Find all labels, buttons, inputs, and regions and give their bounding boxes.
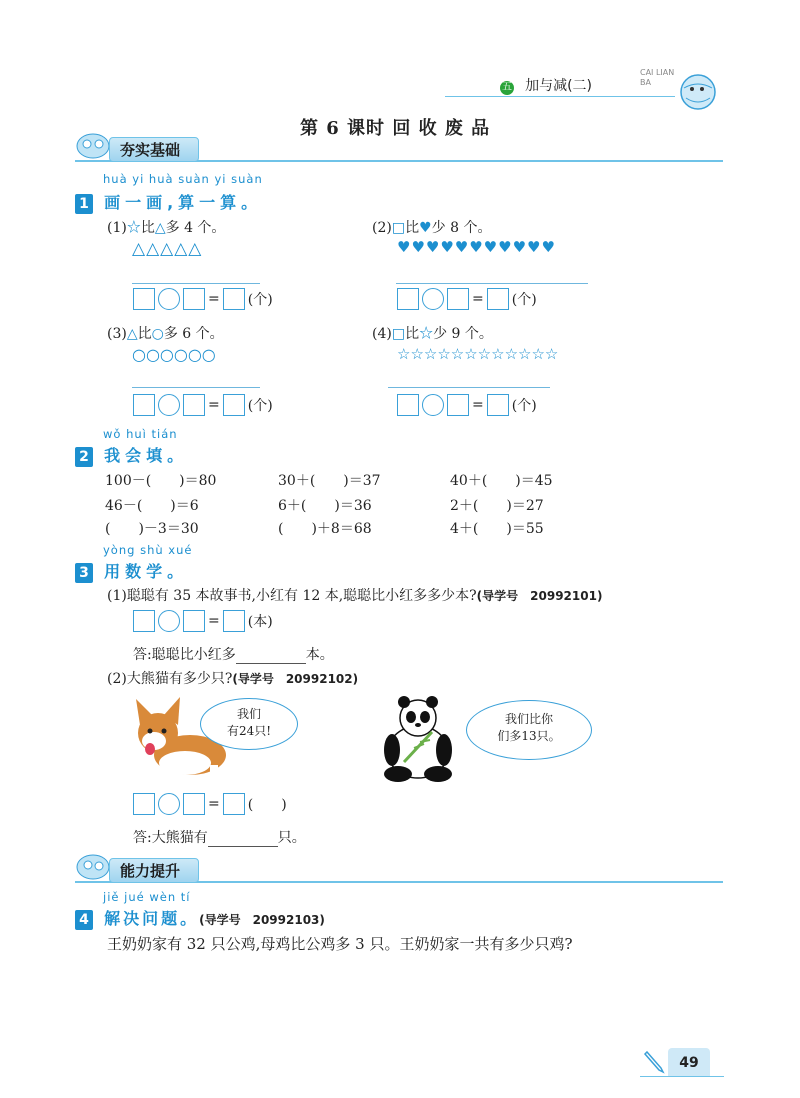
answer-box[interactable] — [183, 610, 205, 632]
q3-title: 用数学。 — [104, 562, 189, 581]
answer-box[interactable] — [223, 793, 245, 815]
q4-title: 解决问题。 — [104, 909, 200, 928]
q1-part2-shapes: ♥♥♥♥♥♥♥♥♥♥♥ — [397, 238, 556, 256]
answer-blank[interactable] — [208, 832, 278, 847]
q1-part4-equation: = (个) — [397, 394, 540, 416]
q3-part1-answer: 答:聪聪比小红多 本。 — [133, 647, 334, 663]
section-label-basic: 夯实基础 — [109, 137, 199, 162]
star-icon: ☆ — [419, 326, 434, 342]
q1-heading — [75, 190, 262, 214]
q1-part4-shapes: ☆☆☆☆☆☆☆☆☆☆☆☆ — [397, 345, 559, 363]
triangle-icon: △ — [126, 326, 138, 342]
square-icon: □ — [391, 326, 406, 342]
triangle-icon: △ — [154, 220, 166, 236]
q1-part1-text: (1)☆比△多 4 个。 — [107, 220, 226, 236]
square-icon: □ — [391, 220, 406, 236]
operator-circle[interactable] — [158, 793, 180, 815]
q1-part3-equation: = (个) — [133, 394, 276, 416]
q1-part1-equation: = (个) — [133, 288, 276, 310]
q1-part1-shapes: △△△△△ — [132, 239, 203, 259]
section-bar-basic — [75, 136, 723, 162]
q2-title: 我会填。 — [104, 446, 189, 465]
panda-speech-bubble: 我们比你 们多13只。 — [466, 700, 592, 760]
brand-text: CAI LIAN BA — [640, 68, 675, 87]
answer-blank[interactable] — [236, 649, 306, 664]
page-number-tab — [668, 1048, 710, 1076]
q2-heading — [75, 443, 188, 467]
answer-box[interactable] — [133, 288, 155, 310]
answer-box[interactable] — [223, 394, 245, 416]
answer-box[interactable] — [183, 288, 205, 310]
page-number: 49 — [679, 1055, 699, 1071]
operator-circle[interactable] — [158, 394, 180, 416]
pencil-icon — [643, 1048, 665, 1074]
q2-item[interactable]: 40＋( )＝45 — [450, 473, 553, 489]
answer-box[interactable] — [133, 610, 155, 632]
q4-pinyin: jiě jué wèn tí — [103, 890, 191, 904]
q1-part2-equation: = (个) — [397, 288, 540, 310]
q2-item[interactable]: 6＋( )＝36 — [278, 498, 372, 514]
q2-item[interactable]: 46－( )＝6 — [105, 498, 199, 514]
q2-pinyin: wǒ huì tián — [103, 427, 178, 441]
q4-number: 4 — [75, 910, 93, 930]
q3-number: 3 — [75, 563, 93, 583]
q1-part1-drawing-line — [132, 283, 260, 284]
operator-circle[interactable] — [158, 610, 180, 632]
chapter-header — [500, 75, 592, 95]
q2-item[interactable]: 30＋( )＝37 — [278, 473, 381, 489]
answer-box[interactable] — [183, 793, 205, 815]
q1-part3-text: (3)△比○多 6 个。 — [107, 326, 224, 342]
q3-part2-equation: = ( ) — [133, 793, 290, 815]
q1-number: 1 — [75, 194, 93, 214]
q2-item[interactable]: ( )＋8＝68 — [278, 521, 372, 537]
q4-text: 王奶奶家有 32 只公鸡,母鸡比公鸡多 3 只。王奶奶家一共有多少只鸡? — [107, 935, 573, 953]
section-label-advanced: 能力提升 — [109, 858, 199, 883]
q3-part1-text: (1)聪聪有 35 本故事书,小红有 12 本,聪聪比小红多多少本?(导学号 20992101) — [107, 588, 603, 604]
globe-mascot-icon — [640, 58, 720, 118]
answer-box[interactable] — [447, 288, 469, 310]
q2-item[interactable]: 2＋( )＝27 — [450, 498, 544, 514]
guide-number: (导学号 20992103) — [199, 913, 325, 927]
q1-title: 画一画,算一算。 — [104, 193, 263, 212]
answer-box[interactable] — [223, 610, 245, 632]
answer-box[interactable] — [447, 394, 469, 416]
kids-thinking-icon — [75, 851, 111, 881]
q2-item[interactable]: 4＋( )＝55 — [450, 521, 544, 537]
chapter-title: 加与减(二) — [525, 78, 593, 94]
kids-reading-icon — [75, 130, 111, 160]
circle-icon: ○ — [151, 326, 164, 342]
answer-box[interactable] — [397, 394, 419, 416]
guide-number: (导学号 20992101) — [476, 589, 603, 603]
brand-logo — [640, 58, 720, 118]
star-icon: ☆ — [126, 220, 141, 236]
q2-item[interactable]: ( )－3＝30 — [105, 521, 199, 537]
q3-part1-equation: = (本) — [133, 610, 276, 632]
answer-box[interactable] — [487, 394, 509, 416]
q3-heading — [75, 559, 188, 583]
panda-illustration — [374, 692, 459, 784]
q1-part2-drawing-line — [396, 283, 588, 284]
section-bar-advanced — [75, 857, 723, 883]
answer-box[interactable] — [487, 288, 509, 310]
q1-pinyin: huà yi huà suàn yi suàn — [103, 172, 263, 186]
q1-part4-drawing-line — [388, 387, 550, 388]
dog-speech-bubble: 我们 有24只! — [200, 698, 298, 750]
q3-pinyin: yòng shù xué — [103, 543, 193, 557]
q1-part2-text: (2)□比♥少 8 个。 — [372, 220, 492, 236]
operator-circle[interactable] — [422, 288, 444, 310]
q1-part4-text: (4)□比☆少 9 个。 — [372, 326, 493, 342]
answer-box[interactable] — [397, 288, 419, 310]
operator-circle[interactable] — [158, 288, 180, 310]
q1-part3-drawing-line — [132, 387, 260, 388]
footer-line — [640, 1076, 724, 1077]
heart-icon: ♥ — [419, 220, 432, 236]
answer-box[interactable] — [183, 394, 205, 416]
lesson-title: 第 6 课时 回 收 废 品 — [300, 118, 491, 139]
guide-number: (导学号 20992102) — [232, 672, 359, 686]
q4-heading — [75, 906, 325, 930]
q2-number: 2 — [75, 447, 93, 467]
q2-item[interactable]: 100－( )＝80 — [105, 473, 217, 489]
q3-part2-text: (2)大熊猫有多少只?(导学号 20992102) — [107, 671, 359, 687]
chapter-badge: 五 — [502, 82, 512, 93]
answer-box[interactable] — [133, 394, 155, 416]
answer-box[interactable] — [133, 793, 155, 815]
q3-part2-answer: 答:大熊猫有 只。 — [133, 830, 306, 846]
answer-box[interactable] — [223, 288, 245, 310]
operator-circle[interactable] — [422, 394, 444, 416]
q1-part3-shapes: ○○○○○○ — [132, 345, 216, 364]
